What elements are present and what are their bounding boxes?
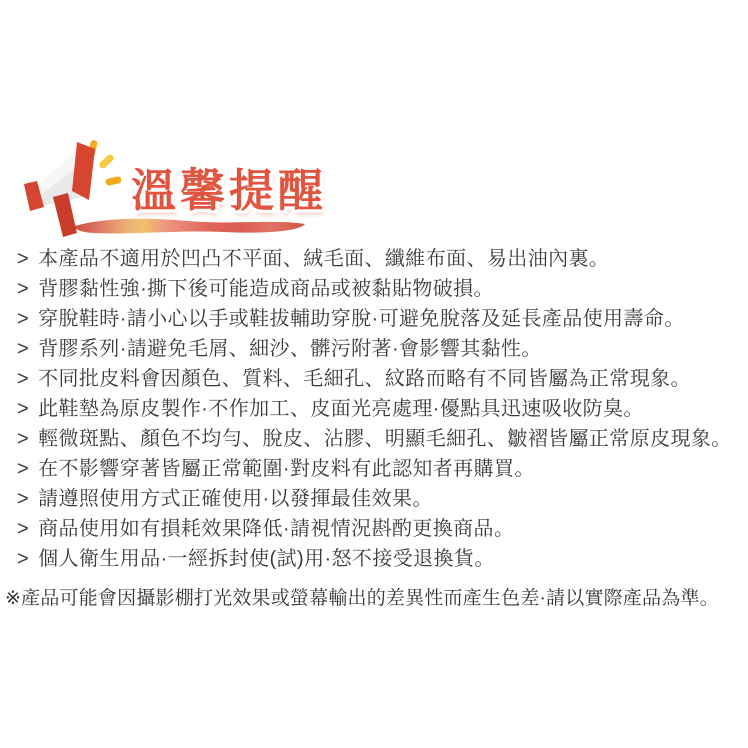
notice-text: 背膠黏性強·撕下後可能造成商品或被黏貼物破損。 <box>38 278 494 300</box>
notice-text: 輕微斑點、顏色不均勻、脫皮、沾膠、明顯毛細孔、皺褶皆屬正常原皮現象。 <box>38 428 732 450</box>
notice-list <box>17 244 732 574</box>
notice-text: 請遵照使用方式正確使用·以發揮最佳效果。 <box>38 488 433 510</box>
notice-line <box>17 424 732 454</box>
header <box>23 138 423 248</box>
bullet-arrow: > <box>17 248 30 270</box>
notice-line <box>17 544 732 574</box>
notice-text: 個人衛生用品·一經拆封使(試)用·怒不接受退換貨。 <box>38 548 495 570</box>
notice-line <box>17 304 732 334</box>
bullet-arrow: > <box>17 548 30 570</box>
bullet-arrow: > <box>17 278 30 300</box>
footer-note: ※產品可能會因攝影棚打光效果或螢幕輸出的差異性而產生色差·請以實際產品為準。 <box>5 588 719 609</box>
notice-line <box>17 274 732 304</box>
bullet-arrow: > <box>17 308 30 330</box>
bullet-arrow: > <box>17 458 30 480</box>
notice-text: 背膠系列·請避免毛屑、細沙、髒污附著·會影響其黏性。 <box>38 338 542 360</box>
bullet-arrow: > <box>17 398 30 420</box>
bullet-arrow: > <box>17 488 30 510</box>
notice-text: 在不影響穿著皆屬正常範圍·對皮料有此認知者再購買。 <box>38 458 535 480</box>
notice-line <box>17 364 732 394</box>
notice-text: 商品使用如有損耗效果降低·請視情況斟酌更換商品。 <box>38 518 515 540</box>
notice-line <box>17 394 732 424</box>
bullet-arrow: > <box>17 428 30 450</box>
notice-line <box>17 244 732 274</box>
notice-line <box>17 334 732 364</box>
notice-text: 穿脫鞋時·請小心以手或鞋拔輔助穿脫·可避免脫落及延長產品使用壽命。 <box>38 308 685 330</box>
notice-text: 不同批皮料會因顏色、質料、毛細孔、紋路而略有不同皆屬為正常現象。 <box>38 368 691 390</box>
bullet-arrow: > <box>17 368 30 390</box>
bullet-arrow: > <box>17 518 30 540</box>
brush-underline-decoration <box>73 215 308 237</box>
notice-line <box>17 514 732 544</box>
notice-line <box>17 484 732 514</box>
notice-line <box>17 454 732 484</box>
notice-text: 本產品不適用於凹凸不平面、絨毛面、纖維布面、易出油內裏。 <box>38 248 610 270</box>
page-title: 溫馨提醒 <box>131 165 328 216</box>
notice-text: 此鞋墊為原皮製作·不作加工、皮面光亮處理·優點具迅速吸收防臭。 <box>38 398 644 420</box>
bullet-arrow: > <box>17 338 30 360</box>
